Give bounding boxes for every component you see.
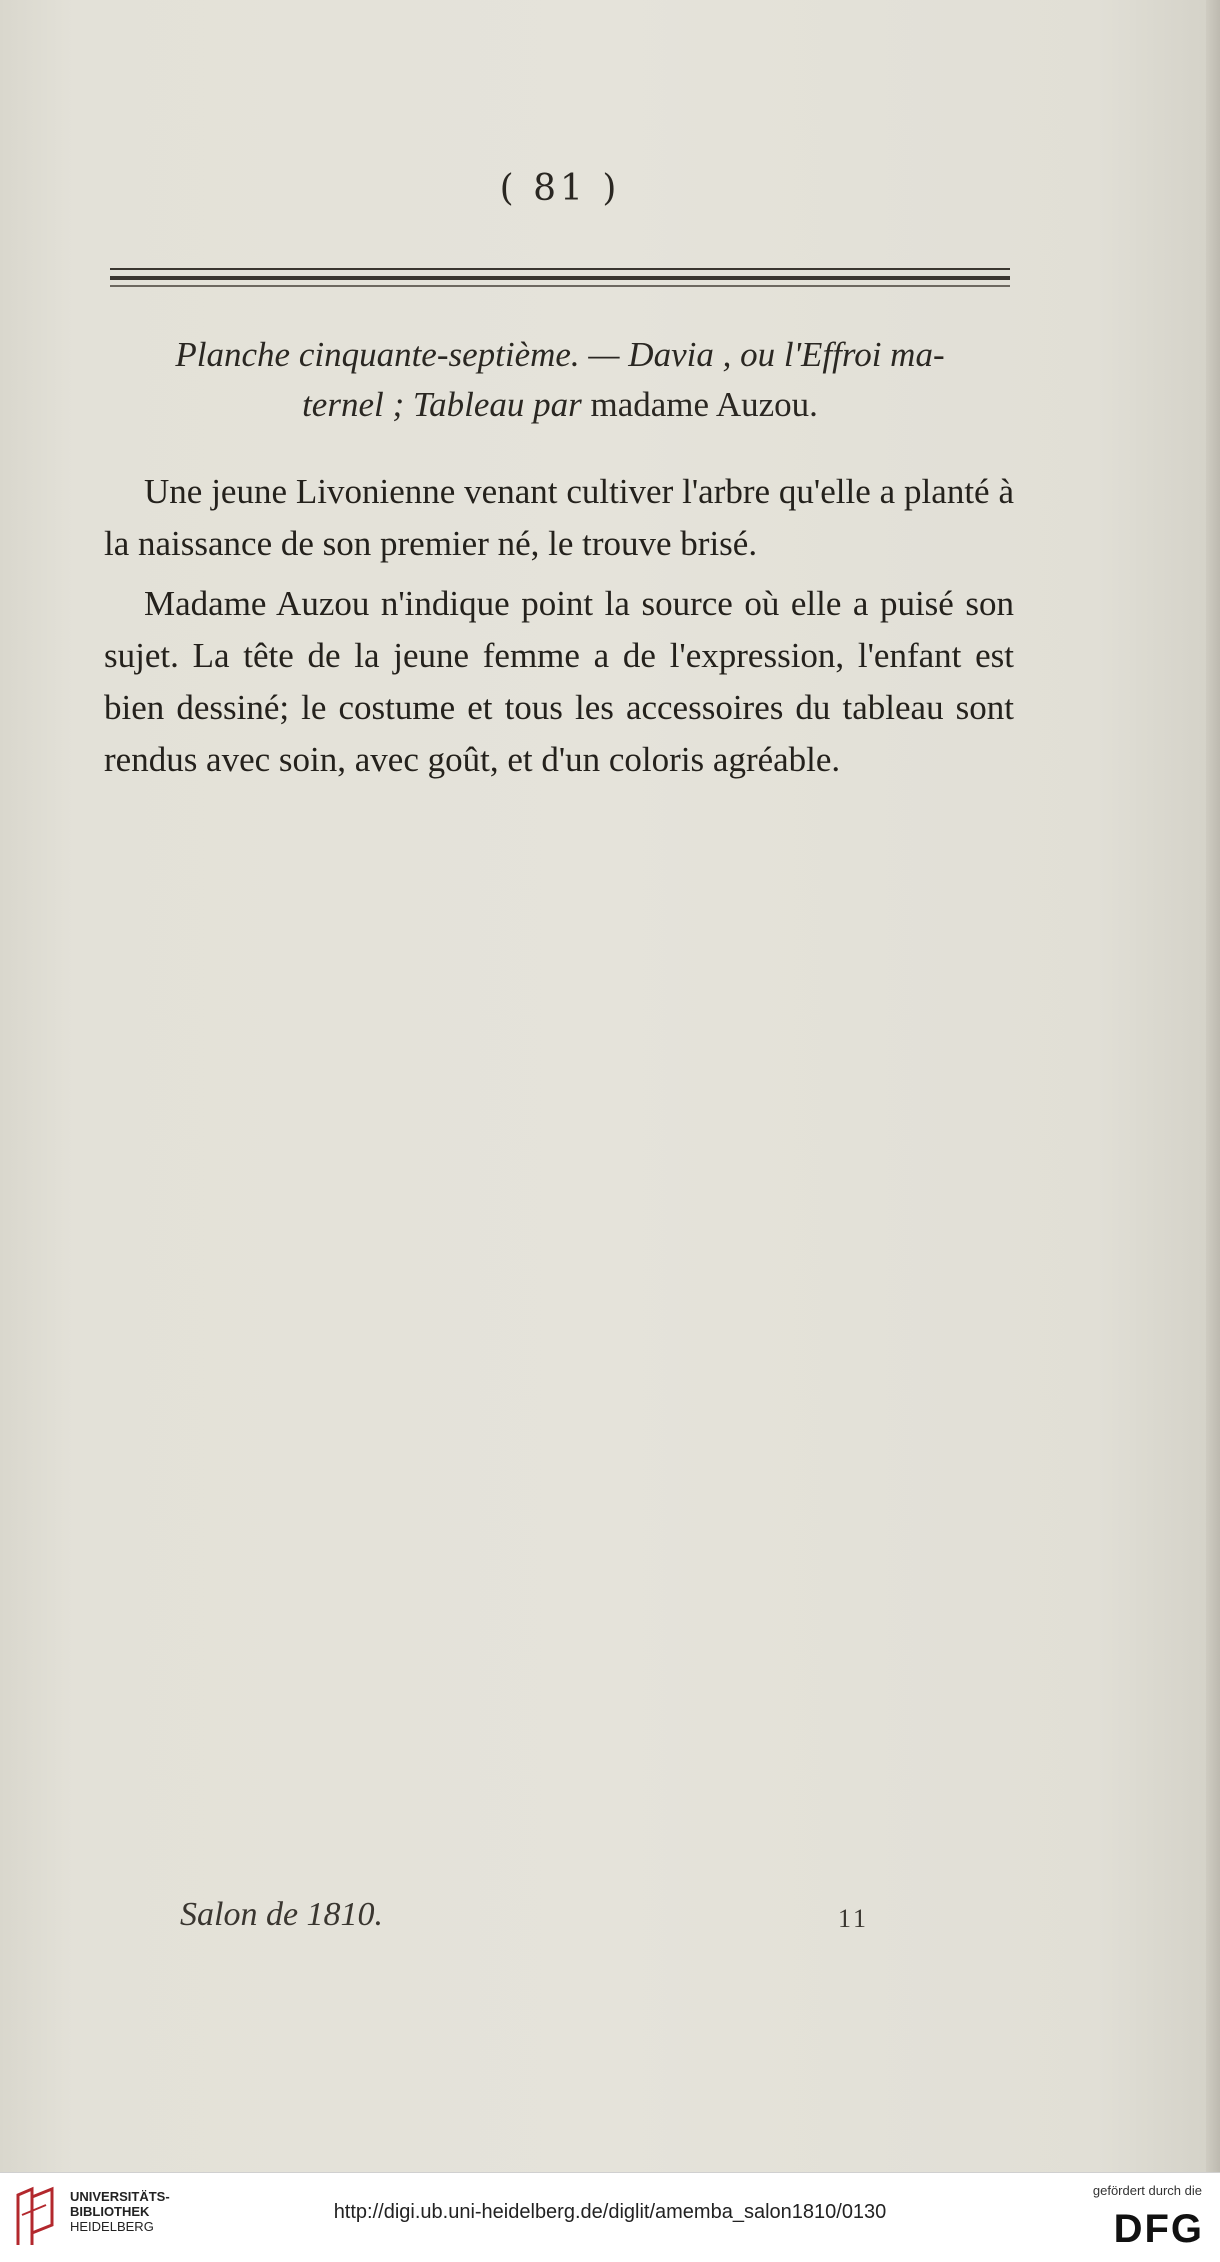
library-name — [70, 2189, 170, 2234]
source-url-link[interactable]: http://digi.ub.uni-heidelberg.de/diglit/amemba_salon1810/0130 — [333, 2201, 887, 2223]
footer-signature: Salon de 1810. — [180, 1896, 384, 1933]
plate-heading — [100, 330, 1020, 430]
library-name-line-3: HEIDELBERG — [70, 2219, 154, 2234]
header-rule-thin — [110, 268, 1010, 270]
page-edge — [1206, 0, 1220, 2172]
paragraph-1: Une jeune Livonienne venant cultiver l'arbre qu'elle a planté à la naissance de son premier né, le trouve brisé. — [104, 472, 1014, 563]
body-text — [104, 466, 1014, 794]
library-name-line-1: UNIVERSITÄTS- — [70, 2189, 170, 2204]
heading-line-1: Planche cinquante-septième. — Davia , ou l'Effroi ma- — [175, 335, 945, 374]
viewer-footer-bar — [0, 2172, 1220, 2262]
heading-line-2-italic: ternel ; Tableau par — [302, 385, 582, 424]
dfg-logo: DFG — [1113, 2207, 1204, 2251]
paragraph-2: Madame Auzou n'indique point la source où elle a puisé son sujet. La tête de la jeune femme a de l'expression, l'enfant est bien dessiné; le costume et tous les accessoires du tableau sont rendus avec soin, avec goût, et d'un coloris agréable. — [104, 584, 1014, 779]
university-library-logo-icon — [12, 2185, 60, 2249]
footer-signature-number: 11 — [838, 1904, 870, 1933]
heading-line-2-roman: madame Auzou. — [581, 385, 818, 424]
heading-line-2 — [100, 380, 1020, 430]
page-number: ( 81 ) — [499, 168, 621, 209]
header-rule-thin-lower — [110, 285, 1010, 287]
library-name-line-2: BIBLIOTHEK — [70, 2204, 150, 2219]
funding-label: gefördert durch die — [1092, 2183, 1202, 2198]
header-rule-thick — [110, 276, 1010, 280]
